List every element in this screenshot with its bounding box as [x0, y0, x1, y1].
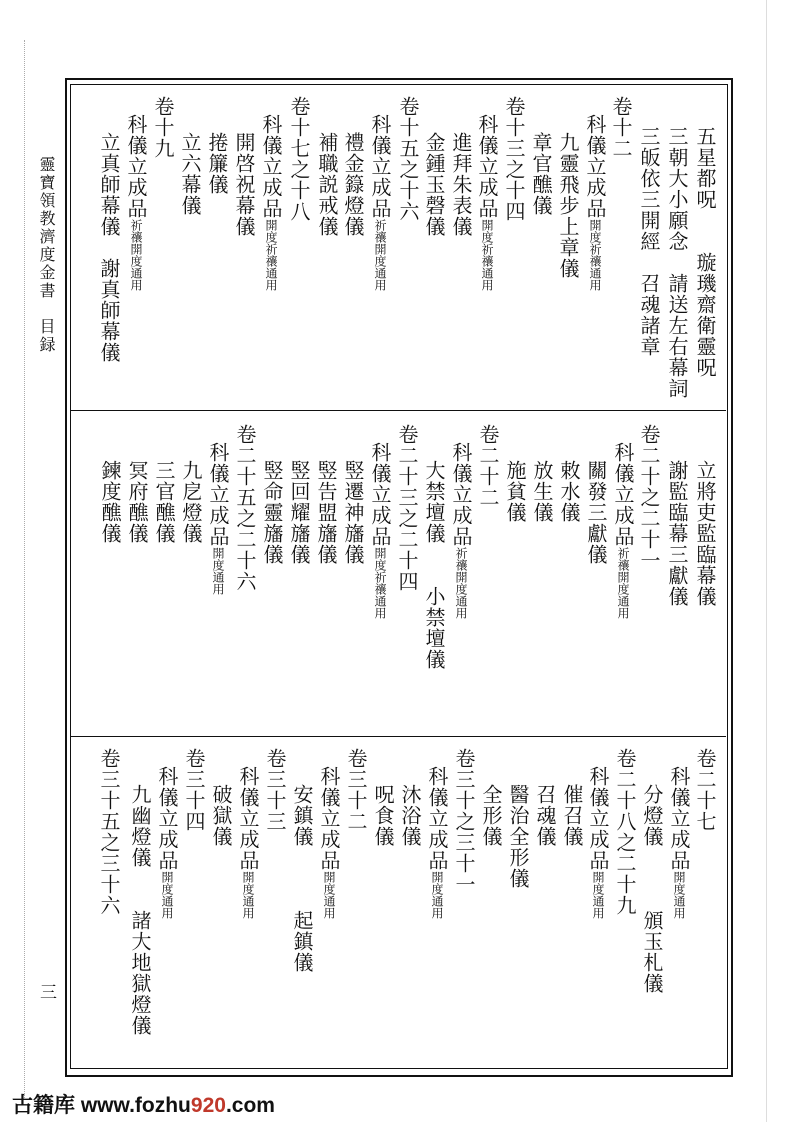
toc-line: 三朝大小願念 請送左右幕詞: [665, 126, 689, 399]
toc-line: 科儀立成品開度祈禳通用: [368, 442, 392, 619]
toc-note: 祈禳開度通用: [129, 219, 143, 291]
toc-line: 科儀立成品開度通用: [425, 766, 449, 919]
toc-note: 祈禳開度通用: [616, 547, 630, 619]
toc-line: 施貧儀: [503, 460, 527, 523]
toc-note: 開度通用: [672, 871, 686, 919]
toc-line: 科儀立成品祈禳開度通用: [611, 442, 635, 619]
toc-note: 開度祈禳通用: [480, 219, 494, 291]
toc-line: 竪告盟旛儀: [314, 460, 338, 565]
toc-note: 開度祈禳通用: [264, 219, 278, 291]
toc-line: 關發三獻儀: [584, 460, 608, 565]
right-edge-line: [766, 0, 767, 1122]
toc-line: 開啓祝幕儀: [232, 132, 256, 237]
block-divider-1: [70, 410, 726, 411]
toc-volume: 卷十九: [151, 96, 175, 159]
book-title: 靈寶領教濟度金書: [37, 156, 56, 300]
toc-line: 金鍾玉磬儀: [422, 132, 446, 237]
toc-note: 開度通用: [430, 871, 444, 919]
toc-volume: 卷二十五之二十六: [233, 424, 257, 592]
toc-volume: 卷三十二: [344, 748, 368, 832]
toc-line: 竪遷神旛儀: [341, 460, 365, 565]
toc-line: 大禁壇儀 小禁壇儀: [422, 460, 446, 670]
block-divider-2: [70, 736, 726, 737]
toc-line: 三官醮儀: [152, 460, 176, 544]
toc-volume: 卷二十之二十一: [637, 424, 661, 571]
site-url: www.fozhu920.com: [80, 1094, 275, 1117]
toc-line: 三皈依三開經 召魂諸章: [637, 126, 661, 357]
toc-line: 科儀立成品開度祈禳通用: [583, 114, 607, 291]
toc-line: 醫治全形儀: [506, 784, 530, 889]
toc-line: 科儀立成品開度祈禳通用: [259, 114, 283, 291]
toc-line: 九戹燈儀: [179, 460, 203, 544]
toc-volume: 卷二十七: [693, 748, 717, 832]
toc-line: 科儀立成品開度通用: [155, 766, 179, 919]
toc-line: 科儀立成品開度通用: [206, 442, 230, 595]
toc-line: 禮金籙燈儀: [341, 132, 365, 237]
toc-note: 開度通用: [241, 871, 255, 919]
toc-line: 沐浴儀: [398, 784, 422, 847]
toc-line: 進拜朱表儀: [449, 132, 473, 237]
toc-line: 催召儀: [560, 784, 584, 847]
toc-note: 開度祈禳通用: [588, 219, 602, 291]
toc-line: 立真師幕儀 謝真師幕儀: [97, 132, 121, 363]
toc-volume: 卷三十三: [263, 748, 287, 832]
toc-line: 鍊度醮儀: [98, 460, 122, 544]
toc-line: 安鎮儀 起鎮儀: [290, 784, 314, 973]
toc-line: 呪食儀: [371, 784, 395, 847]
toc-note: 祈禳開度通用: [454, 547, 468, 619]
toc-line: 科儀立成品開度通用: [667, 766, 691, 919]
toc-line: 放生儀: [530, 460, 554, 523]
toc-volume: 卷三十之三十一: [452, 748, 476, 895]
toc-note: 開度通用: [322, 871, 336, 919]
toc-volume: 卷二十三之二十四: [395, 424, 419, 592]
toc-line: 破獄儀: [209, 784, 233, 847]
toc-volume: 卷十七之十八: [287, 96, 311, 222]
left-dotted-guide: [24, 40, 25, 1098]
toc-line: 科儀立成品開度祈禳通用: [475, 114, 499, 291]
toc-line: 立將吏監臨幕儀: [693, 460, 717, 607]
book-header: [36, 156, 56, 354]
toc-volume: 卷十三之十四: [502, 96, 526, 222]
toc-line: 科儀立成品祈禳開度通用: [368, 114, 392, 291]
toc-line: 補職説戒儀: [315, 132, 339, 237]
section-label: 目録: [37, 318, 56, 354]
toc-line: 立六幕儀: [178, 132, 202, 216]
toc-line: 捲簾儀: [205, 132, 229, 195]
toc-line: 科儀立成品開度通用: [586, 766, 610, 919]
toc-line: 科儀立成品祈禳開度通用: [124, 114, 148, 291]
toc-note: 開度通用: [160, 871, 174, 919]
toc-line: 章官醮儀: [529, 132, 553, 216]
brand-name: 古籍库: [12, 1094, 75, 1117]
toc-volume: 卷三十四: [182, 748, 206, 832]
toc-volume: 卷三十五之三十六: [97, 748, 121, 916]
toc-volume: 卷二十八之二十九: [613, 748, 637, 916]
toc-volume: 卷十五之十六: [396, 96, 420, 222]
toc-note: 開度祈禳通用: [373, 547, 387, 619]
toc-line: 全形儀: [479, 784, 503, 847]
toc-line: 五星都呪 璇璣齋衛靈呪: [693, 126, 717, 378]
toc-line: 科儀立成品祈禳開度通用: [449, 442, 473, 619]
toc-line: 九靈飛步上章儀: [556, 132, 580, 279]
toc-note: 祈禳開度通用: [373, 219, 387, 291]
toc-line: 竪命靈旛儀: [260, 460, 284, 565]
page-number: 三: [40, 983, 57, 1003]
toc-line: 科儀立成品開度通用: [236, 766, 260, 919]
toc-line: 謝監臨幕三獻儀: [665, 460, 689, 607]
toc-line: 九幽燈儀 諸大地獄燈儀: [128, 784, 152, 1036]
toc-note: 開度通用: [591, 871, 605, 919]
toc-line: 冥府醮儀: [125, 460, 149, 544]
toc-volume: 卷十二: [609, 96, 633, 159]
site-watermark: [12, 1089, 275, 1119]
toc-line: 敕水儀: [557, 460, 581, 523]
toc-line: 科儀立成品開度通用: [317, 766, 341, 919]
toc-note: 開度通用: [211, 547, 225, 595]
toc-line: 分燈儀 頒玉札儀: [640, 784, 664, 994]
toc-line: 召魂儀: [533, 784, 557, 847]
toc-line: 竪回耀旛儀: [287, 460, 311, 565]
toc-volume: 卷二十二: [476, 424, 500, 508]
